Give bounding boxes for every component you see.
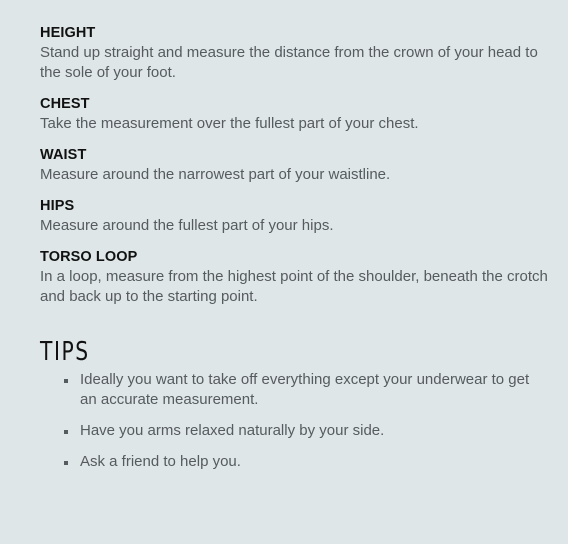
section-text-hips: Measure around the fullest part of your hips.	[40, 217, 334, 234]
section-height	[40, 24, 548, 83]
bullet-icon	[64, 430, 68, 434]
tips-list	[40, 370, 548, 472]
tip-text: Have you arms relaxed naturally by your side.	[80, 422, 385, 439]
bullet-icon	[64, 461, 68, 465]
section-chest	[40, 95, 548, 134]
section-text-chest: Take the measurement over the fullest part of your chest.	[40, 115, 419, 132]
tip-item	[64, 370, 548, 410]
bullet-icon	[64, 379, 68, 383]
section-text-torso-loop: In a loop, measure from the highest point of the shoulder, beneath the crotch and back up to the starting point.	[40, 268, 548, 305]
tip-item	[64, 421, 548, 441]
section-waist	[40, 146, 548, 185]
section-torso-loop	[40, 248, 548, 307]
section-heading-height: HEIGHT	[40, 25, 96, 41]
section-heading-chest: CHEST	[40, 96, 90, 112]
section-hips	[40, 197, 548, 236]
section-heading-hips: HIPS	[40, 198, 75, 214]
section-text-waist: Measure around the narrowest part of your waistline.	[40, 166, 391, 183]
section-heading-waist: WAIST	[40, 147, 87, 163]
tip-text: Ask a friend to help you.	[80, 453, 241, 470]
tip-item	[64, 452, 548, 472]
tips-title: TIPS	[40, 337, 90, 367]
section-text-height: Stand up straight and measure the distance from the crown of your head to the sole of your foot.	[40, 44, 538, 81]
section-heading-torso-loop: TORSO LOOP	[40, 249, 138, 265]
tip-text: Ideally you want to take off everything except your underwear to get an accurate measurement.	[80, 371, 530, 408]
